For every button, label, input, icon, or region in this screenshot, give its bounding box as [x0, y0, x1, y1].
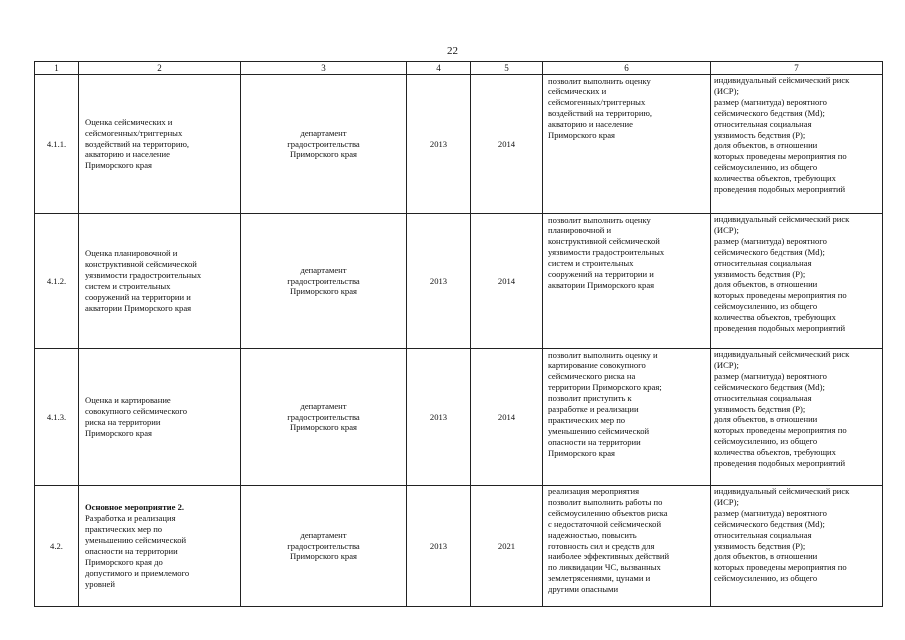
target-indicators-line: индивидуальный сейсмический риск [714, 349, 850, 359]
column-header: 7 [711, 62, 883, 75]
target-indicators-line: доля объектов, в отношении [714, 279, 818, 290]
target-indicators-line: уязвимость бедствия (Р); [714, 129, 806, 140]
activity-name [79, 214, 241, 349]
target-indicators-line: доля объектов, в отношении [714, 414, 818, 425]
activity-name-line: уровней [85, 578, 115, 589]
program-activities-table [34, 61, 883, 607]
target-indicators-line: сейсмоусилению, из общего [714, 436, 818, 447]
expected-result-line: готовность сил и средств для [548, 540, 655, 551]
target-indicators-line: которых проведены мероприятия по [714, 425, 847, 436]
activity-number: 4.1.3. [35, 349, 79, 486]
activity-name-line: Оценка планировочной и [85, 248, 178, 259]
target-indicators-line: сейсмического бедствия (Md); [714, 107, 825, 118]
expected-result-line: землетрясениями, цунами и [548, 573, 651, 584]
target-indicators-line: проведения подобных мероприятий [714, 458, 846, 469]
target-indicators-line: относительная социальная [714, 257, 812, 268]
target-indicators [711, 214, 883, 349]
activity-name-line: акваторию и население [85, 149, 170, 160]
expected-result-line: сейсмического риска на [548, 371, 636, 382]
activity-name-line: сооружений на территории и [85, 291, 191, 302]
expected-result-line: акваторию и население [548, 119, 633, 130]
expected-result-line: сооружений на территории и [548, 269, 654, 280]
end-year: 2021 [471, 486, 543, 607]
activity-name-line: воздействий на территорию, [85, 138, 190, 149]
expected-result-line: позволит приступить к [548, 393, 632, 404]
start-year: 2013 [407, 349, 471, 486]
activity-name-line: практических мер по [85, 524, 163, 535]
expected-result-line: акватории Приморского края [548, 279, 655, 290]
activity-name-line: уменьшению сейсмической [85, 535, 187, 546]
activity-name-line: уязвимости градостроительных [85, 270, 202, 281]
target-indicators-line: проведения подобных мероприятий [714, 323, 846, 334]
activity-name-line: сейсмогенных/триггерных [85, 127, 183, 138]
activity-name [79, 486, 241, 607]
expected-result-line: разработке и реализации [548, 404, 639, 415]
table-row [35, 214, 883, 349]
activity-title: Основное мероприятие 2. [85, 502, 185, 513]
responsible-executor [241, 486, 407, 607]
expected-result-line: позволит выполнить оценку [548, 75, 651, 86]
column-header: 6 [543, 62, 711, 75]
responsible-executor-line: градостроительства [287, 275, 360, 286]
activity-name-line: опасности на территории [85, 546, 178, 556]
expected-result-line: с недостаточной сейсмической [548, 518, 662, 529]
column-header: 5 [471, 62, 543, 75]
responsible-executor [241, 75, 407, 214]
expected-result-line: уменьшению сейсмической [548, 425, 650, 436]
responsible-executor-line: департамент [300, 127, 347, 138]
target-indicators-line: сейсмического бедствия (Md); [714, 246, 825, 257]
activity-name-line: Оценка и картирование [85, 395, 171, 406]
activity-name-line: Приморского края до [85, 556, 163, 567]
activity-name-line: риска на территории [85, 417, 161, 427]
table-row [35, 349, 883, 486]
expected-result [543, 486, 711, 607]
expected-result-line: позволит выполнить оценку [548, 214, 651, 225]
activity-number: 4.1.2. [35, 214, 79, 349]
target-indicators [711, 75, 883, 214]
target-indicators-line: сейсмического бедствия (Md); [714, 381, 825, 392]
target-indicators-line: уязвимость бедствия (Р); [714, 540, 806, 551]
target-indicators-line: размер (магнитуда) вероятного [714, 235, 827, 246]
target-indicators-line: проведения подобных мероприятий [714, 184, 846, 195]
expected-result-line: сейсмоусилению объектов риска [548, 507, 668, 518]
responsible-executor-line: градостроительства [287, 411, 360, 422]
target-indicators-line: сейсмического бедствия (Md); [714, 518, 825, 529]
expected-result-line: практических мер по [548, 414, 626, 425]
target-indicators-line: которых проведены мероприятия по [714, 151, 847, 162]
target-indicators-line: индивидуальный сейсмический риск [714, 214, 850, 224]
responsible-executor-line: департамент [300, 400, 347, 411]
target-indicators-line: (ИСР); [714, 496, 739, 507]
responsible-executor-line: Приморского края [290, 149, 357, 160]
expected-result-line: Приморского края [548, 447, 615, 458]
target-indicators-line: сейсмоусилению, из общего [714, 162, 818, 173]
activity-name [79, 349, 241, 486]
table-row [35, 75, 883, 214]
target-indicators-line: (ИСР); [714, 224, 739, 235]
target-indicators-line: размер (магнитуда) вероятного [714, 96, 827, 107]
target-indicators-line: сейсмоусилению, из общего [714, 573, 818, 584]
activity-name-line: Приморского края [85, 427, 152, 438]
target-indicators-line: размер (магнитуда) вероятного [714, 507, 827, 518]
end-year: 2014 [471, 349, 543, 486]
activity-name-line: Приморского края [85, 160, 152, 171]
target-indicators-line: количества объектов, требующих [714, 173, 836, 184]
page-number: 22 [447, 45, 458, 57]
expected-result-line: уязвимости градостроительных [548, 247, 665, 258]
target-indicators-line: доля объектов, в отношении [714, 140, 818, 151]
target-indicators-line: (ИСР); [714, 85, 739, 96]
target-indicators [711, 486, 883, 607]
responsible-executor-line: Приморского края [290, 551, 357, 562]
expected-result-line: наиболее эффективных действий [548, 551, 670, 562]
target-indicators-line: количества объектов, требующих [714, 447, 836, 458]
expected-result-line: позволит выполнить работы по [548, 496, 663, 507]
activity-name-line: Разработка и реализация [85, 513, 176, 524]
activity-name-line: систем и строительных [85, 281, 171, 291]
expected-result [543, 75, 711, 214]
expected-result-line: реализация мероприятия [548, 486, 640, 496]
responsible-executor-line: департамент [300, 264, 347, 275]
end-year: 2014 [471, 75, 543, 214]
expected-result-line: воздействий на территорию, [548, 108, 653, 119]
responsible-executor-line: градостроительства [287, 540, 360, 551]
target-indicators-line: индивидуальный сейсмический риск [714, 486, 850, 496]
end-year: 2014 [471, 214, 543, 349]
activity-name [79, 75, 241, 214]
target-indicators-line: которых проведены мероприятия по [714, 562, 847, 573]
target-indicators-line: доля объектов, в отношении [714, 551, 818, 562]
activity-number: 4.1.1. [35, 75, 79, 214]
expected-result-line: по ликвидации ЧС, вызванных [548, 562, 661, 573]
activity-name-line: допустимого и приемлемого [85, 567, 190, 578]
target-indicators-line: (ИСР); [714, 359, 739, 370]
target-indicators-line: количества объектов, требующих [714, 312, 836, 323]
column-header: 3 [241, 62, 407, 75]
expected-result-line: опасности на территории [548, 436, 641, 447]
activity-name-line: конструктивной сейсмической [85, 259, 197, 270]
target-indicators-line: уязвимость бедствия (Р); [714, 268, 806, 279]
table-row [35, 486, 883, 607]
column-number-row [35, 62, 883, 75]
column-header: 1 [35, 62, 79, 75]
target-indicators-line: которых проведены мероприятия по [714, 290, 847, 301]
start-year: 2013 [407, 486, 471, 607]
column-header: 2 [79, 62, 241, 75]
expected-result-line: картирование совокупного [548, 360, 646, 371]
target-indicators-line: относительная социальная [714, 392, 812, 403]
start-year: 2013 [407, 214, 471, 349]
responsible-executor-line: Приморского края [290, 422, 357, 433]
column-header: 4 [407, 62, 471, 75]
expected-result-line: Приморского края [548, 130, 615, 141]
activity-name-line: акватории Приморского края [85, 302, 192, 313]
expected-result-line: надежностью, повысить [548, 529, 637, 540]
responsible-executor-line: департамент [300, 529, 347, 540]
activity-name-line: совокупного сейсмического [85, 406, 187, 417]
responsible-executor [241, 349, 407, 486]
activity-name-line: Оценка сейсмических и [85, 116, 173, 127]
target-indicators [711, 349, 883, 486]
expected-result-line: сейсмических и [548, 86, 607, 97]
expected-result-line: позволит выполнить оценку и [548, 349, 658, 360]
target-indicators-line: индивидуальный сейсмический риск [714, 75, 850, 85]
responsible-executor-line: Приморского края [290, 286, 357, 297]
expected-result [543, 349, 711, 486]
target-indicators-line: относительная социальная [714, 529, 812, 540]
responsible-executor [241, 214, 407, 349]
responsible-executor-line: градостроительства [287, 138, 360, 149]
expected-result-line: планировочной и [548, 225, 612, 236]
expected-result-line: другими опасными [548, 584, 619, 595]
expected-result [543, 214, 711, 349]
target-indicators-line: относительная социальная [714, 118, 812, 129]
target-indicators-line: уязвимость бедствия (Р); [714, 403, 806, 414]
expected-result-line: систем и строительных [548, 258, 634, 269]
activity-number: 4.2. [35, 486, 79, 607]
start-year: 2013 [407, 75, 471, 214]
target-indicators-line: сейсмоусилению, из общего [714, 301, 818, 312]
expected-result-line: конструктивной сейсмической [548, 236, 660, 247]
target-indicators-line: размер (магнитуда) вероятного [714, 370, 827, 381]
expected-result-line: территории Приморского края; [548, 382, 662, 393]
expected-result-line: сейсмогенных/триггерных [548, 97, 646, 108]
